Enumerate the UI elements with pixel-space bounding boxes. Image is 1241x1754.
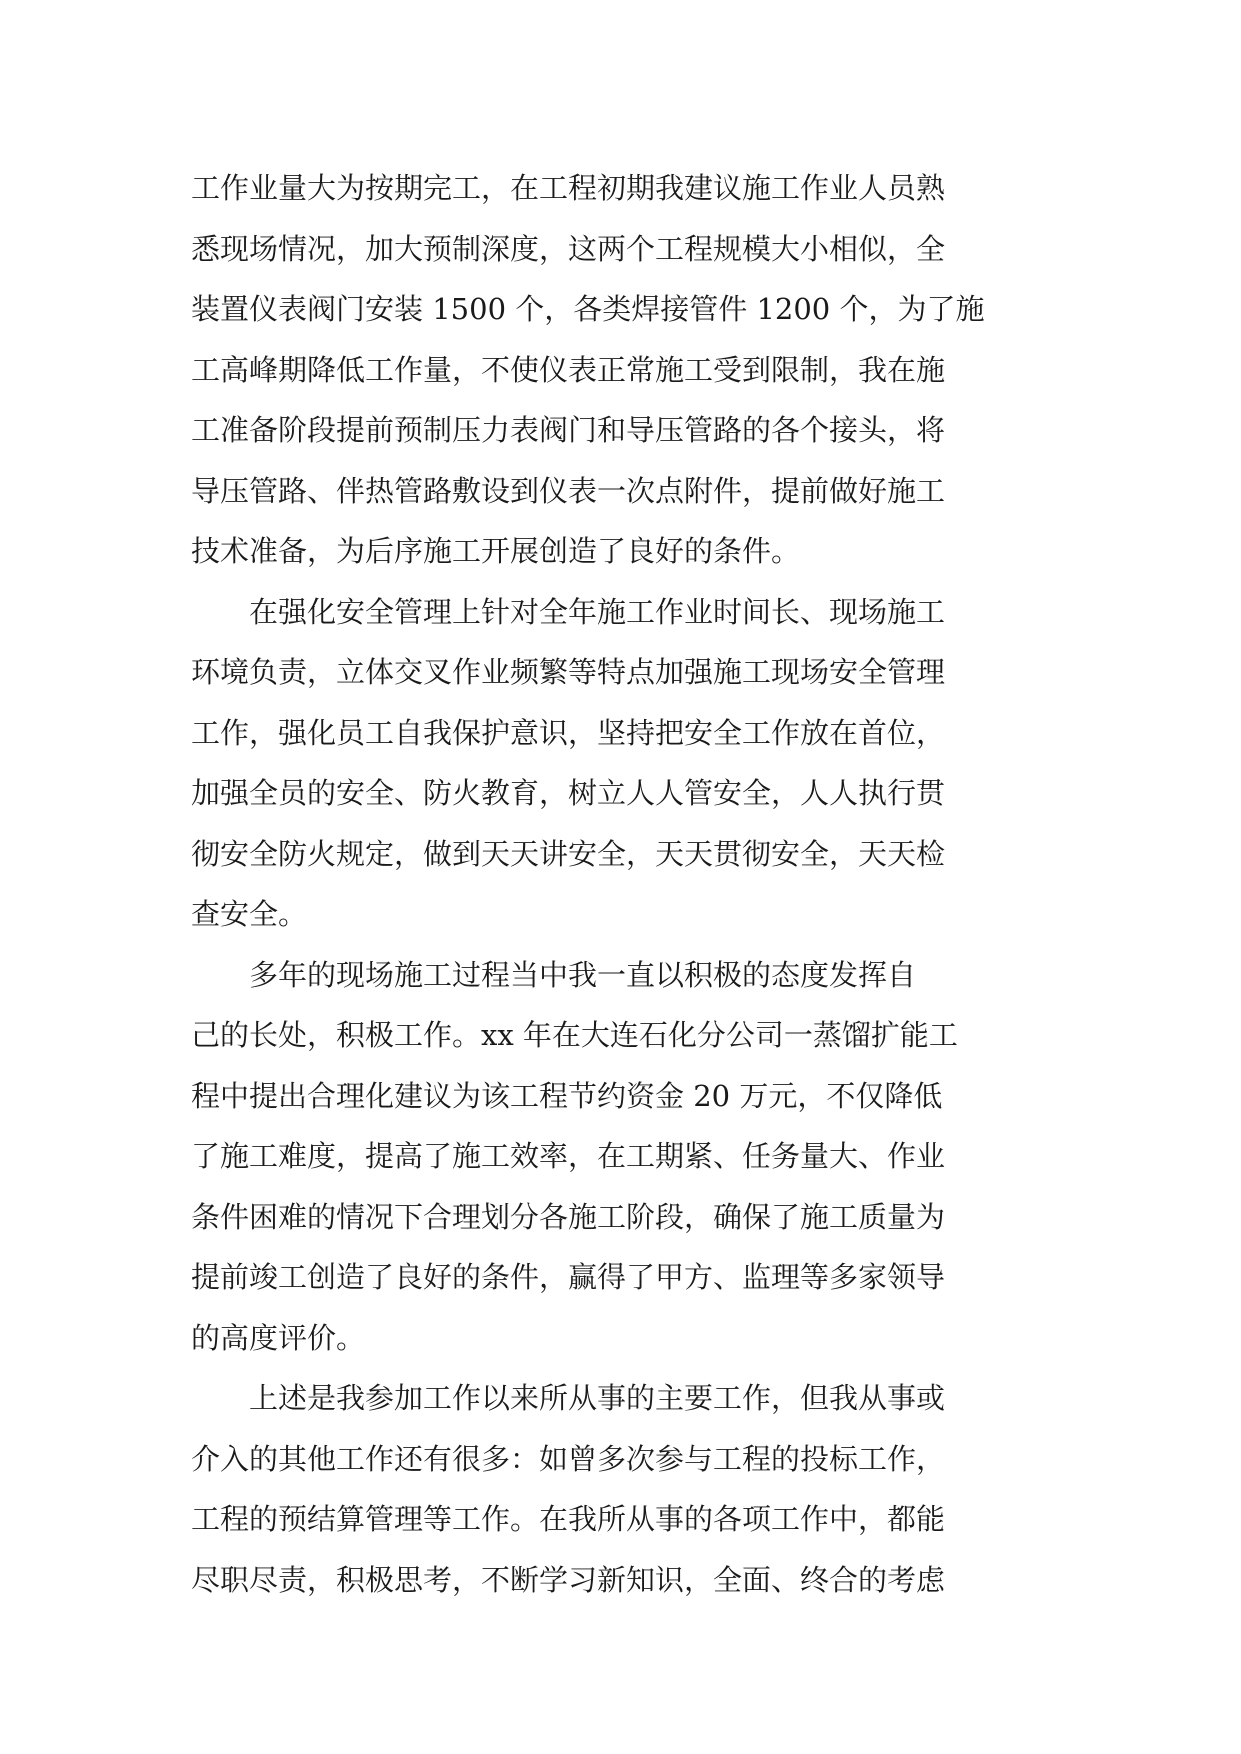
text-line: 条件困难的情况下合理划分各施工阶段，确保了施工质量为 — [191, 1199, 946, 1234]
text-line: 查安全。 — [191, 897, 308, 931]
text-line: 工作，强化员工自我保护意识，坚持把安全工作放在首位， — [191, 715, 946, 750]
text-line: 加强全员的安全、防火教育，树立人人管安全，人人执行贯 — [191, 776, 946, 810]
text-line: 程中提出合理化建议为该工程节约资金 20 万元，不仅降低 — [191, 1078, 943, 1113]
text-line: 介入的其他工作还有很多：如曾多次参与工程的投标工作， — [191, 1441, 946, 1476]
text-line: 导压管路、伴热管路敷设到仪表一次点附件，提前做好施工 — [191, 473, 946, 508]
text-line: 悉现场情况，加大预制深度，这两个工程规模大小相似，全 — [191, 231, 946, 266]
text-line: 技术准备，为后序施工开展创造了良好的条件。 — [191, 534, 801, 568]
text-line: 工准备阶段提前预制压力表阀门和导压管路的各个接头，将 — [191, 413, 946, 447]
text-line: 尽职尽责，积极思考，不断学习新知识，全面、终合的考虑 — [191, 1562, 946, 1597]
document-body-text — [191, 158, 1081, 1610]
text-line: 彻安全防火规定，做到天天讲安全，天天贯彻安全，天天检 — [191, 836, 946, 871]
text-line: 己的长处，积极工作。xx 年在大连石化分公司一蒸馏扩能工 — [191, 1018, 958, 1052]
text-line: 工高峰期降低工作量，不使仪表正常施工受到限制，我在施 — [191, 352, 946, 387]
text-line: 提前竣工创造了良好的条件，赢得了甲方、监理等多家领导 — [191, 1260, 946, 1294]
text-line: 上述是我参加工作以来所从事的主要工作，但我从事或 — [191, 1381, 946, 1415]
text-line: 环境负责，立体交叉作业频繁等特点加强施工现场安全管理 — [191, 655, 946, 689]
text-line: 装置仪表阀门安装 1500 个，各类焊接管件 1200 个，为了施 — [191, 292, 985, 326]
text-line: 工作业量大为按期完工，在工程初期我建议施工作业人员熟 — [191, 171, 946, 205]
text-line: 的高度评价。 — [191, 1320, 366, 1355]
text-line: 了施工难度，提高了施工效率，在工期紧、任务量大、作业 — [191, 1139, 946, 1173]
text-line: 在强化安全管理上针对全年施工作业时间长、现场施工 — [191, 594, 946, 629]
text-line: 工程的预结算管理等工作。在我所从事的各项工作中，都能 — [191, 1502, 946, 1536]
text-line: 多年的现场施工过程当中我一直以积极的态度发挥自 — [191, 957, 917, 992]
